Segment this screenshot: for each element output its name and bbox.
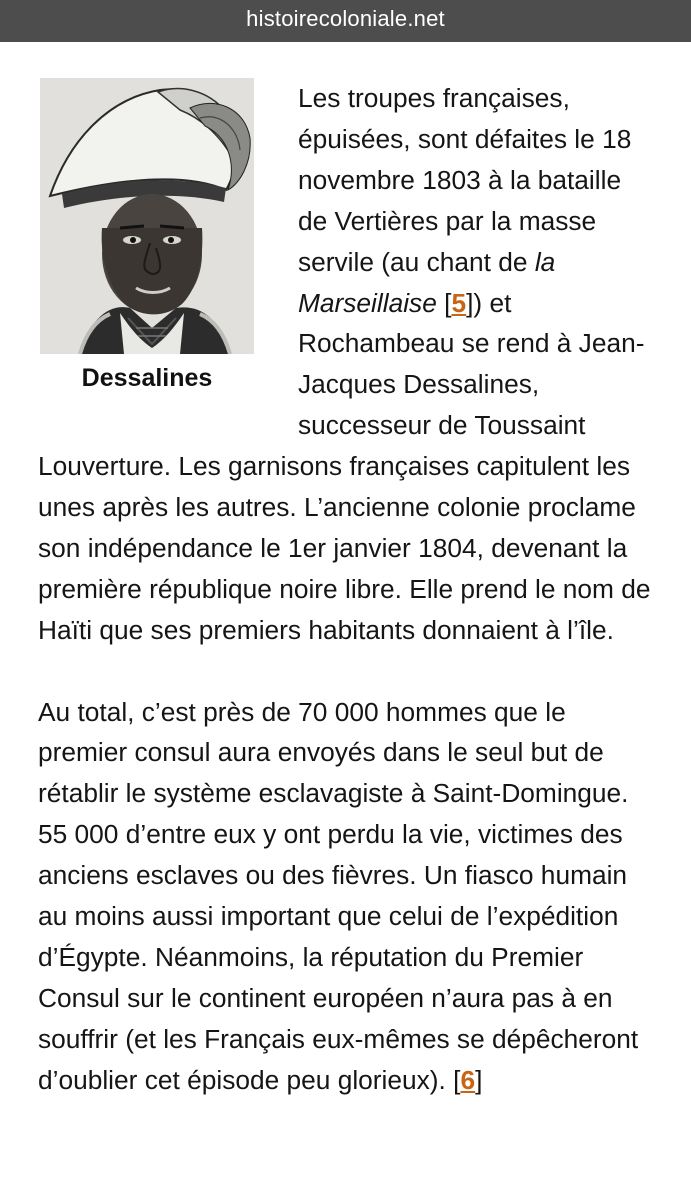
- browser-url-bar[interactable]: [0, 0, 691, 42]
- paragraph-2: [38, 692, 656, 1101]
- paragraph-2-text-a: Au total, c’est près de 70 000 hommes que le premier consul aura envoyés dans le seul but de rétablir le système esclavagiste à Saint-Domingue. 55 000 d’entre eux y ont perdu la vie, victimes des anciens esclaves ou des fièvres. Un fiasco humain au moins aussi important que celui de l’expédition d’Égypte. Néanmoins, la réputation du Premier Consul sur le continent européen n’aura pas à en souffrir (et les Français eux-mêmes se dépêcheront d’oublier cet épisode peu glorieux). [: [38, 696, 639, 1095]
- paragraph-1-text-b: [: [436, 287, 452, 318]
- paragraph-2-text-b: ]: [475, 1064, 483, 1095]
- url-text[interactable]: histoirecoloniale.net: [246, 6, 445, 31]
- paragraph-1: [38, 78, 656, 651]
- marseillaise-italic: la Marseillaise: [298, 246, 556, 318]
- paragraph-1-text-c: ]) et Rochambeau se rend à Jean-Jacques Dessalines, successeur de Toussaint Louverture. Les garnisons françaises capitulent les unes après les autres. L’ancienne colonie proclame son indépendance le 1er janvier 1804, devenant la première république noire libre. Elle prend le nom de Haïti que ses premiers habitants donnaient à l’île.: [38, 287, 651, 645]
- portrait-caption: Dessalines: [81, 364, 213, 392]
- citation-link-6[interactable]: 6: [460, 1064, 476, 1095]
- article-body: [38, 78, 656, 1101]
- paragraph-1-text-a: Les troupes françaises, épuisées, sont défaites le 18 novembre 1803 à la bataille de Vertières par la masse servile (au chant de: [298, 83, 632, 277]
- citation-link-5[interactable]: 5: [451, 287, 467, 318]
